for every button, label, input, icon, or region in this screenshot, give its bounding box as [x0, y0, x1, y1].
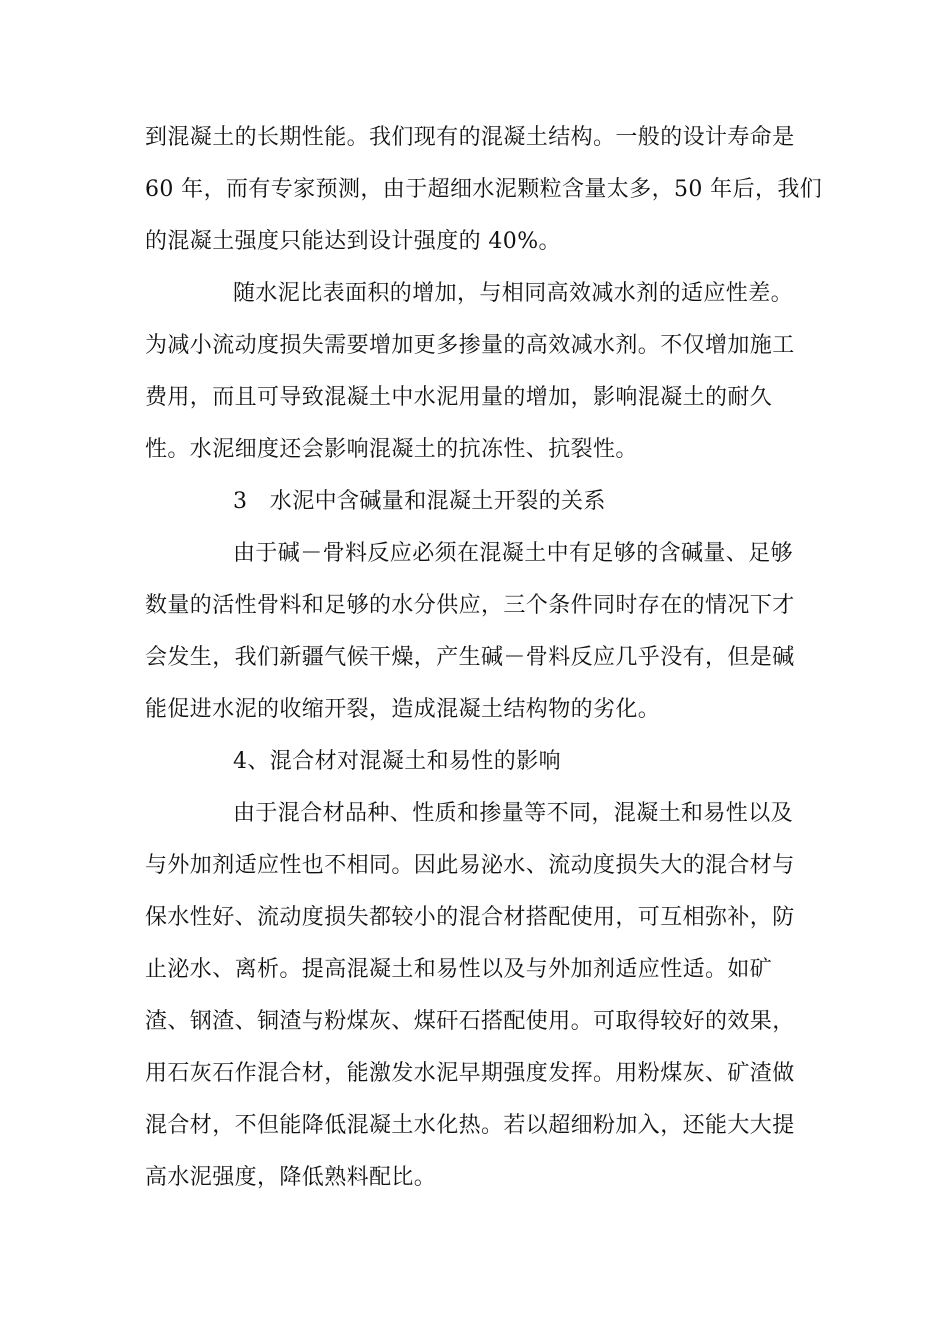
text-line: 60 年，而有专家预测，由于超细水泥颗粒含量太多，50 年后，我们 — [145, 177, 823, 202]
paragraph-first-line: 由于碱－骨料反应必须在混凝土中有足够的含碱量、足够 — [233, 541, 794, 566]
text-line: 性。水泥细度还会影响混凝土的抗冻性、抗裂性。 — [145, 437, 638, 462]
text-line: 高水泥强度，降低熟料配比。 — [145, 1165, 437, 1190]
text-line: 渣、钢渣、铜渣与粉煤灰、煤矸石搭配使用。可取得较好的效果， — [145, 1009, 795, 1034]
text-line: 与外加剂适应性也不相同。因此易泌水、流动度损失大的混合材与 — [145, 853, 795, 878]
text-line: 止泌水、离析。提高混凝土和易性以及与外加剂适应性适。如矿 — [145, 957, 773, 982]
text-line: 的混凝土强度只能达到设计强度的 40%。 — [145, 229, 561, 254]
text-line: 用石灰石作混合材，能激发水泥早期强度发挥。用粉煤灰、矿渣做 — [145, 1061, 795, 1086]
text-line: 能促进水泥的收缩开裂，造成混凝土结构物的劣化。 — [145, 697, 661, 722]
text-line: 数量的活性骨料和足够的水分供应，三个条件同时存在的情况下才 — [145, 593, 795, 618]
paragraph-first-line: 由于混合材品种、性质和掺量等不同，混凝土和易性以及 — [233, 801, 794, 826]
text-line: 到混凝土的长期性能。我们现有的混凝土结构。一般的设计寿命是 — [145, 125, 795, 150]
text-line: 为减小流动度损失需要增加更多掺量的高效减水剂。不仅增加施工 — [145, 333, 795, 358]
text-line: 混合材，不但能降低混凝土水化热。若以超细粉加入，还能大大提 — [145, 1113, 795, 1138]
text-line: 会发生，我们新疆气候干燥，产生碱－骨料反应几乎没有，但是碱 — [145, 645, 795, 670]
section-heading-3: 3 水泥中含碱量和混凝土开裂的关系 — [233, 489, 606, 514]
section-heading-4: 4、混合材对混凝土和易性的影响 — [233, 749, 561, 774]
text-line: 费用，而且可导致混凝土中水泥用量的增加，影响混凝土的耐久 — [145, 385, 773, 410]
paragraph-first-line: 随水泥比表面积的增加，与相同高效减水剂的适应性差。 — [233, 281, 794, 306]
text-line: 保水性好、流动度损失都较小的混合材搭配使用，可互相弥补，防 — [145, 905, 795, 930]
